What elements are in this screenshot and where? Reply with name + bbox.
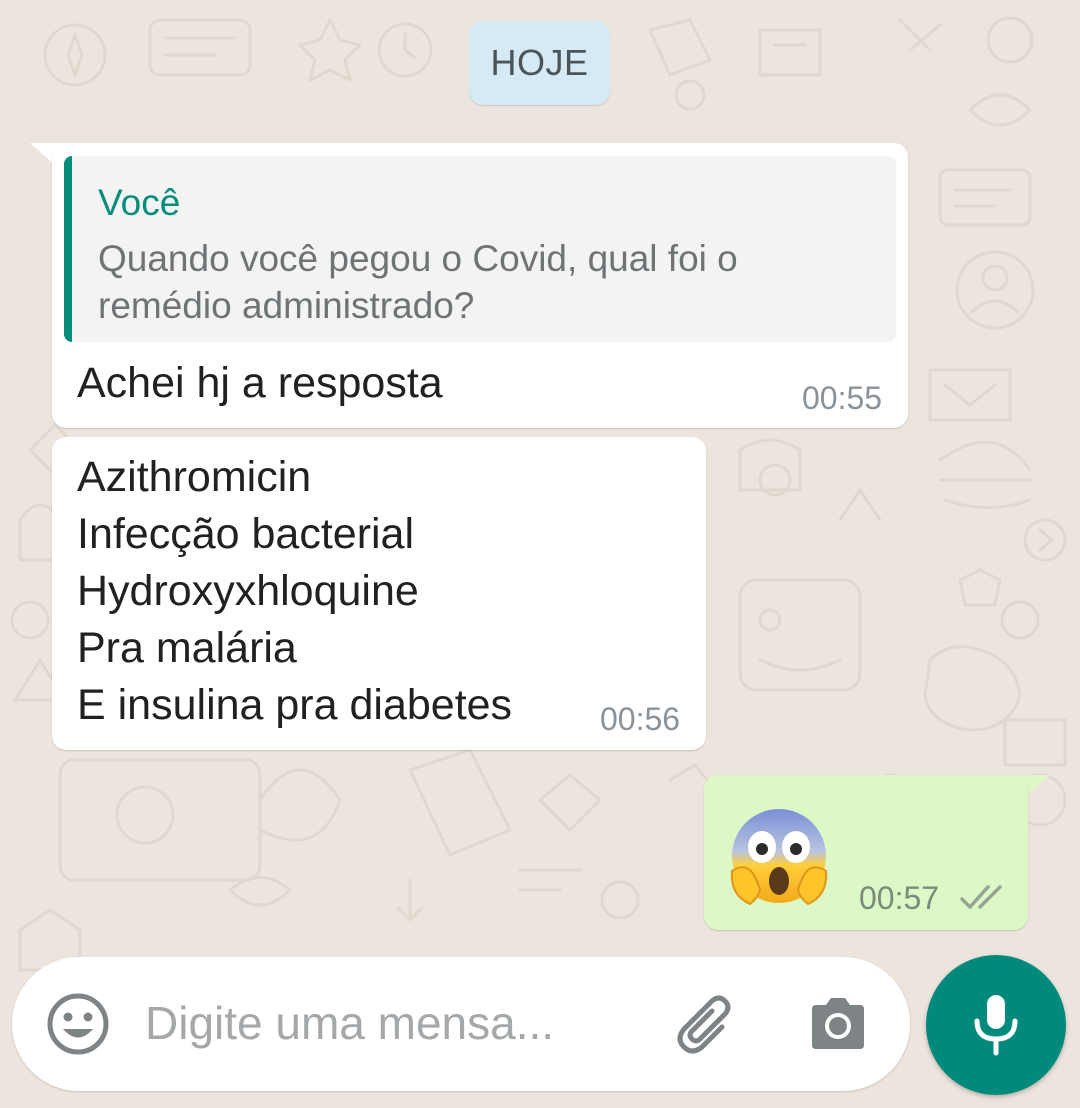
- message-time: 00:56: [600, 701, 681, 737]
- quote-accent-bar: [64, 156, 72, 342]
- paperclip-icon[interactable]: [672, 991, 742, 1061]
- incoming-message-bubble[interactable]: [52, 143, 908, 428]
- emoji-icon[interactable]: [46, 992, 110, 1056]
- message-text: Achei hj a resposta: [77, 359, 443, 407]
- microphone-icon: [968, 991, 1024, 1059]
- incoming-message-bubble[interactable]: [52, 437, 706, 750]
- message-composer[interactable]: [12, 957, 910, 1091]
- outgoing-message-bubble[interactable]: [704, 775, 1028, 930]
- face-screaming-in-fear-emoji: [726, 801, 832, 907]
- message-input[interactable]: Digite uma mensa...: [145, 997, 555, 1049]
- voice-message-button[interactable]: [926, 955, 1066, 1095]
- quoted-message[interactable]: [64, 156, 896, 342]
- message-text: Azithromicin Infecção bacterial Hydroxyxhloquine Pra malária E insulina pra diabetes: [77, 453, 513, 729]
- quote-author: Você: [98, 182, 181, 223]
- message-time: 00:57: [859, 880, 940, 916]
- date-divider: HOJE: [469, 21, 610, 105]
- quote-text: Quando você pegou o Covid, qual foi o remédio administrado?: [98, 238, 738, 326]
- message-time: 00:55: [802, 380, 883, 416]
- camera-icon[interactable]: [806, 993, 870, 1053]
- double-check-icon: [958, 879, 1010, 915]
